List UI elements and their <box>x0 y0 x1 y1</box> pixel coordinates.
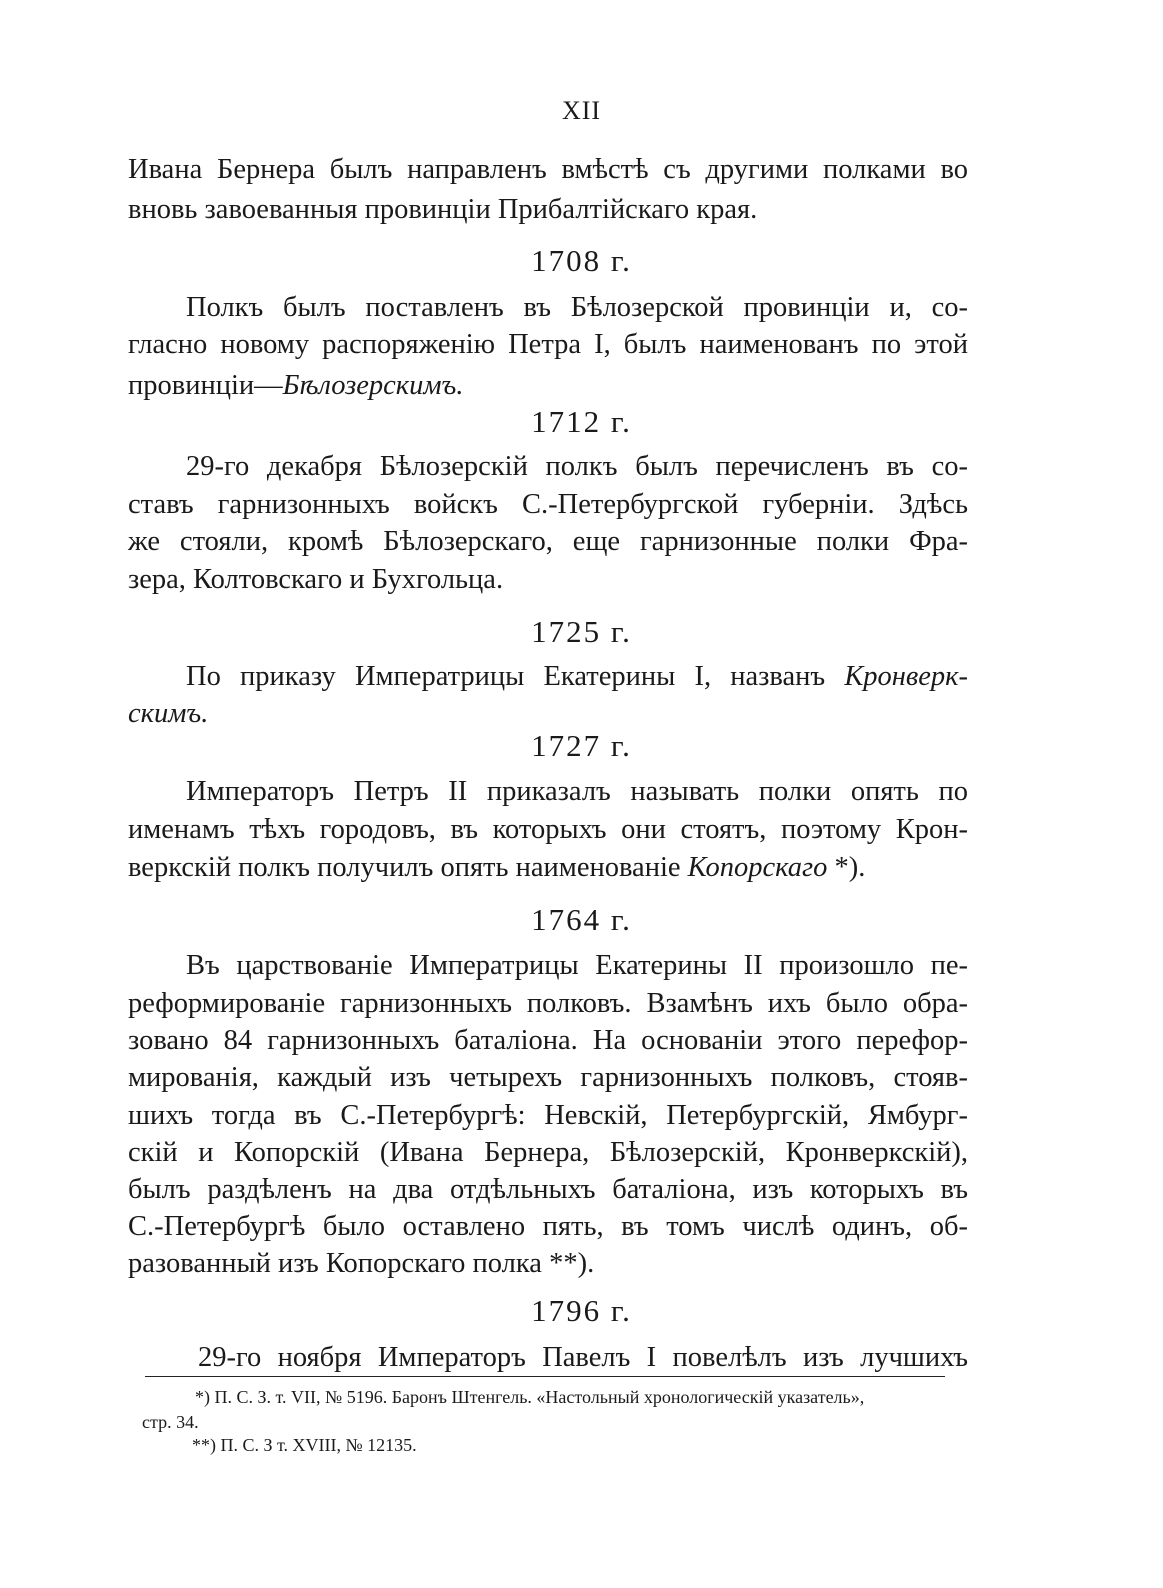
italic-regiment-name: Кронверк- <box>844 661 968 692</box>
text-line: именамъ тѣхъ городовъ, въ которыхъ они стоятъ, поэтому Крон- <box>128 814 968 845</box>
footnote-divider <box>145 1376 945 1377</box>
footnote-marker: *). <box>827 852 866 883</box>
year-heading-1796: 1796 г. <box>531 1293 632 1328</box>
text-line: зовано 84 гарнизонныхъ баталіона. На основаніи этого перефор- <box>128 1025 968 1056</box>
text-line: реформированіе гарнизонныхъ полковъ. Взамѣнъ ихъ было обра- <box>128 988 968 1019</box>
text-line <box>128 696 968 732</box>
text-line: зера, Колтовскаго и Бухгольца. <box>128 564 504 595</box>
text-line: разованный изъ Копорскаго полка **). <box>128 1248 595 1279</box>
text-line: скій и Копорскій (Ивана Бернера, Бѣлозерскій, Кронверкскій), <box>128 1137 968 1168</box>
text-span: веркскій полкъ получилъ опять наименованіе <box>128 852 688 883</box>
italic-regiment-name: Бѣлозерскимъ. <box>282 370 464 401</box>
year-heading-1708: 1708 г. <box>531 243 632 278</box>
text-line: 29-го декабря Бѣлозерскій полкъ былъ перечисленъ въ со- <box>186 451 968 482</box>
year-heading-1712: 1712 г. <box>531 404 632 439</box>
text-line: гласно новому распоряженію Петра I, былъ наименованъ по этой <box>128 329 968 360</box>
text-line <box>186 659 968 695</box>
text-line: шихъ тогда въ С.-Петербургѣ: Невскій, Петербургскій, Ямбург- <box>128 1100 968 1131</box>
year-heading-1725: 1725 г. <box>531 614 632 649</box>
italic-regiment-name: Копорскаго <box>687 852 828 883</box>
footnote-1: *) П. С. З. т. VII, № 5196. Баронъ Штенгель. «Настольный хронологическій указатель», <box>195 1387 865 1407</box>
text-line: Императоръ Петръ II приказалъ называть полки опять по <box>186 776 968 807</box>
text-line: Въ царствованіе Императрицы Екатерины II произошло пе- <box>186 950 968 981</box>
text-line <box>128 368 968 404</box>
text-line: вновь завоеванныя провинціи Прибалтійскаго края. <box>128 194 758 225</box>
text-line: Полкъ былъ поставленъ въ Бѣлозерской провинціи и, со- <box>186 292 968 323</box>
text-line <box>128 850 968 886</box>
text-line: мированія, каждый изъ четырехъ гарнизонныхъ полковъ, стояв- <box>128 1062 968 1093</box>
italic-regiment-name: скимъ. <box>128 698 209 729</box>
text-line: С.-Петербургѣ было оставлено пять, въ томъ числѣ одинъ, об- <box>128 1211 968 1242</box>
year-heading-1764: 1764 г. <box>531 902 632 937</box>
footnote-1-continuation: стр. 34. <box>142 1412 199 1432</box>
text-line: же стояли, кромѣ Бѣлозерскаго, еще гарнизонные полки Фра- <box>128 526 968 557</box>
footnote-2: **) П. С. З т. XVIII, № 12135. <box>192 1435 417 1455</box>
text-line: 29-го ноября Императоръ Павелъ I повелѣлъ изъ лучшихъ <box>198 1342 968 1373</box>
text-line: Ивана Бернера былъ направленъ вмѣстѣ съ другими полками во <box>128 154 968 185</box>
text-line: былъ раздѣленъ на два отдѣльныхъ баталіона, изъ которыхъ въ <box>128 1174 968 1205</box>
page-number: XII <box>561 96 602 125</box>
text-span: По приказу Императрицы Екатерины I, названъ <box>186 661 845 692</box>
text-line: ставъ гарнизонныхъ войскъ С.-Петербургской губерніи. Здѣсь <box>128 489 968 520</box>
text-span: провинціи— <box>128 370 283 401</box>
year-heading-1727: 1727 г. <box>531 728 632 763</box>
